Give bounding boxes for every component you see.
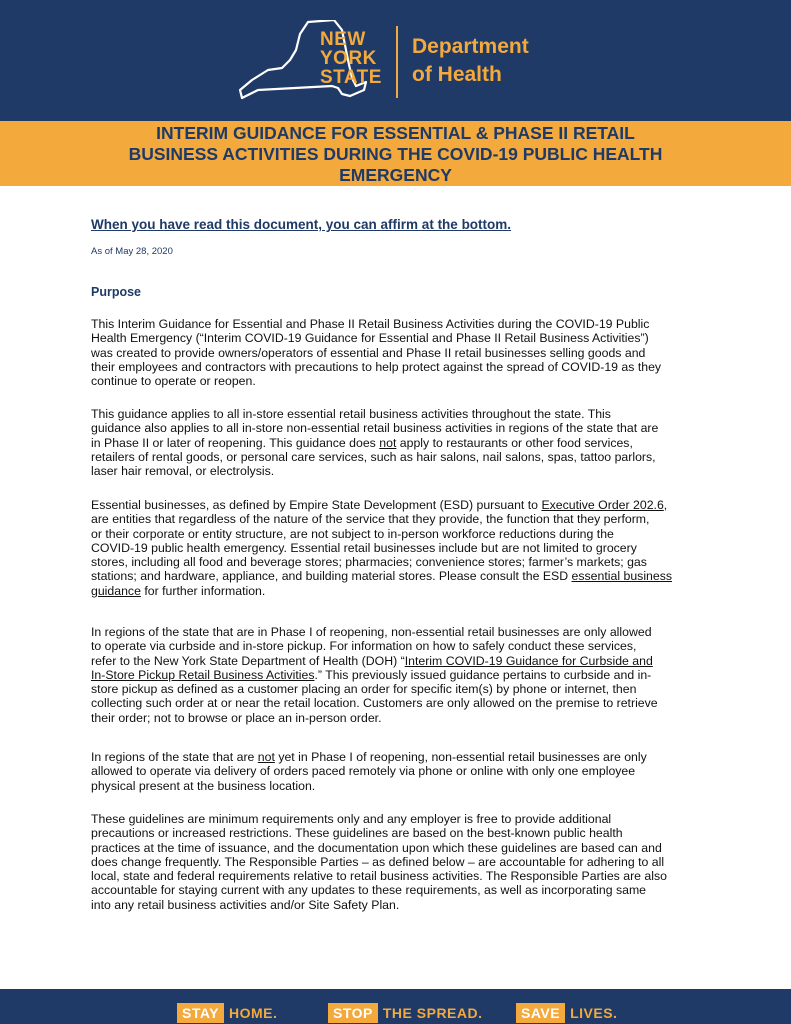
paragraph-intro: [91, 317, 711, 388]
text-line: physical present at the business location.: [91, 778, 316, 793]
text-span: yet in Phase I of reopening, non-essential retail businesses are only: [274, 750, 647, 764]
text-line: allowed to operate via delivery of orders paced remotely via phone or online with only one employee: [91, 764, 636, 779]
text-line: laser hair removal, or electrolysis.: [91, 464, 275, 479]
text-span: In regions of the state that are: [91, 750, 258, 764]
text-span: in Phase II or later of reopening. This guidance does: [91, 435, 380, 450]
text-line: guidance also applies to all in-store non-essential retail business activities in regions of the state that are: [91, 421, 659, 436]
title-line: EMERGENCY: [339, 165, 452, 185]
text-span: ,: [663, 498, 668, 512]
text-line: continue to operate or reopen.: [91, 374, 256, 389]
slogan-text: THE SPREAD.: [382, 1004, 483, 1021]
as-of-date: As of May 28, 2020: [91, 246, 173, 257]
text-line: practices at the time of issuance, and the documentation upon which these guidelines are based can and: [91, 840, 662, 855]
text-line: precautions or increased restrictions. These guidelines are based on the best-known public health: [91, 826, 623, 841]
text-line: [91, 668, 711, 682]
paragraph-guidelines: [91, 812, 711, 912]
text-span: stations; and hardware, appliance, and building material stores. Please consult the ESD: [91, 569, 572, 584]
text-line: was created to provide owners/operators of essential and Phase II retail businesses selling goods and: [91, 345, 646, 360]
text-line: their employees and contractors with precautions to help protect against the spread of COVID-19 as they: [91, 359, 662, 374]
curbside-guidance-link[interactable]: In-Store Pickup Retail Business Activities: [91, 667, 315, 682]
text-line: stores, including all food and beverage stores; pharmacies; convenience stores; farmer’s markets; gas: [91, 555, 647, 570]
slogan-tag: STAY: [177, 1003, 224, 1023]
text-line: [91, 498, 711, 512]
paragraph-phase-one: [91, 625, 711, 725]
logo-line: NEW: [320, 29, 366, 50]
text-line: retailers of rental goods, or personal care services, such as hair salons, nail salons, spas, tattoo parlors,: [91, 449, 656, 464]
text-line: accountable for staying current with any updates to these requirements, as well as incorporating same: [91, 883, 647, 898]
executive-order-link[interactable]: Executive Order 202.6: [541, 498, 664, 512]
slogan-text: HOME.: [229, 1004, 278, 1021]
title-line: INTERIM GUIDANCE FOR ESSENTIAL & PHASE II RETAIL: [156, 123, 635, 143]
text-line: In regions of the state that are in Phase I of reopening, non-essential retail businesses are only allowed: [91, 625, 652, 639]
text-span: refer to the New York State Department of Health (DOH) “: [91, 653, 405, 668]
slogan-save-lives: [516, 1001, 617, 1024]
text-line: COVID-19 public health emergency. Essential retail businesses include but are not limited to grocery: [91, 540, 637, 555]
document-title: [40, 123, 751, 186]
text-span: .” This previously issued guidance pertains to curbside and in-: [314, 667, 652, 682]
department-line: of Health: [412, 63, 502, 86]
text-line: collecting such order at or near the retail location. Customers are only allowed on the premise to retrieve: [91, 696, 658, 711]
paragraph-pre-phase-one: [91, 750, 711, 793]
slogan-tag: STOP: [328, 1003, 378, 1023]
affirm-link[interactable]: When you have read this document, you can affirm at the bottom.: [91, 217, 512, 232]
text-line: [91, 654, 711, 668]
slogan-text: LIVES.: [570, 1004, 618, 1021]
new-york-state-logo: [320, 30, 382, 87]
slogan-stop-the-spread: [328, 1001, 483, 1024]
text-line: to operate via curbside and in-store pickup. For information on how to safely conduct these services,: [91, 639, 637, 654]
text-line: This Interim Guidance for Essential and Phase II Retail Business Activities during the COVID-19 Public: [91, 317, 650, 331]
text-line: [91, 750, 711, 764]
essential-business-guidance-link[interactable]: guidance: [91, 583, 141, 598]
department-name: [412, 33, 529, 89]
text-line: local, state and federal requirements relative to retail business activities. The Responsible Parties are also: [91, 869, 667, 884]
purpose-heading: Purpose: [91, 285, 142, 299]
text-line: This guidance applies to all in-store essential retail business activities throughout the state. This: [91, 407, 611, 421]
text-line: their order; not to browse or place an in-person order.: [91, 710, 382, 725]
emphasis-not: not: [379, 435, 397, 450]
slogan-stay-home: [177, 1001, 277, 1024]
title-line: BUSINESS ACTIVITIES DURING THE COVID-19 PUBLIC HEALTH: [128, 144, 663, 164]
curbside-guidance-link[interactable]: Interim COVID-19 Guidance for Curbside and: [404, 653, 653, 668]
text-span: for further information.: [140, 583, 266, 598]
text-line: [91, 569, 711, 583]
text-line: store pickup as defined as a customer placing an order for specific item(s) by phone or internet, then: [91, 682, 637, 697]
emphasis-not: not: [257, 750, 275, 764]
text-line: [91, 436, 711, 450]
paragraph-essential-businesses: [91, 498, 711, 598]
text-line: into any retail business activities and/or Site Safety Plan.: [91, 897, 400, 912]
paragraph-scope: [91, 407, 711, 478]
text-line: [91, 584, 711, 598]
text-line: These guidelines are minimum requirements only and any employer is free to provide additional: [91, 812, 612, 826]
text-line: are entities that regardless of the nature of the service that they provide, the function that they perform,: [91, 512, 650, 527]
text-line: does change frequently. The Responsible Parties – as defined below – are accountable for adhering to all: [91, 854, 665, 869]
text-line: or their corporate or entity structure, are not subject to in-person workforce reductions during the: [91, 526, 614, 541]
department-line: Department: [412, 35, 529, 58]
logo-divider: [396, 26, 398, 98]
text-line: Health Emergency (“Interim COVID-19 Guidance for Essential and Phase II Retail Business Activities”): [91, 331, 649, 346]
essential-business-guidance-link[interactable]: essential business: [571, 569, 673, 584]
text-span: Essential businesses, as defined by Empire State Development (ESD) pursuant to: [91, 498, 542, 512]
slogan-tag: SAVE: [516, 1003, 565, 1023]
logo-line: STATE: [320, 67, 382, 88]
text-span: apply to restaurants or other food services,: [396, 435, 633, 450]
logo-line: YORK: [320, 48, 377, 69]
